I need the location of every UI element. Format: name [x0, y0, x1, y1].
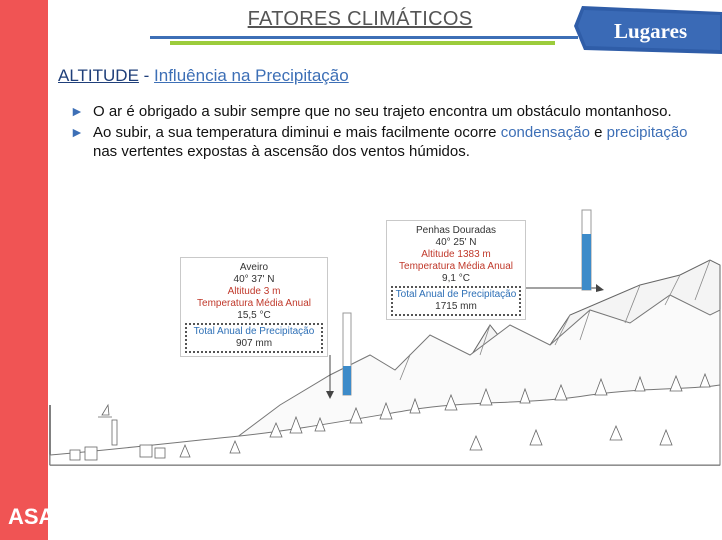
temperature-value: 9,1 °C: [442, 273, 470, 284]
temperature-label: Temperatura Média Anual: [399, 261, 513, 272]
station-altitude: Altitude 1383 m: [421, 249, 491, 260]
title-rule-green: [170, 41, 555, 45]
subtitle-subtopic: Influência na Precipitação: [154, 66, 349, 85]
precipitation-label: Total Anual de Precipitação: [193, 326, 315, 337]
bullet-text-end: nas vertentes expostas à ascensão dos ventos húmidos.: [93, 143, 470, 160]
temperature-value: 15,5 °C: [237, 310, 271, 321]
highlight-condensacao: condensação: [500, 124, 590, 141]
station-name: Penhas Douradas: [415, 225, 497, 236]
subtitle-topic: ALTITUDE: [58, 66, 139, 85]
temperature-label: Temperatura Média Anual: [197, 298, 311, 309]
title-rule-blue: [150, 36, 578, 39]
bullet-text-start: Ao subir, a sua temperatura diminui e mais facilmente ocorre: [93, 124, 501, 141]
precipitation-box: [391, 286, 521, 316]
bullet-item: [70, 102, 710, 121]
precipitation-value: 907 mm: [235, 338, 273, 349]
precipitation-box: [185, 323, 323, 353]
bullet-list: [70, 102, 710, 163]
station-latitude: 40° 25' N: [435, 237, 477, 248]
lugares-tab: [572, 4, 722, 56]
rain-gauge-aveiro: [343, 313, 351, 395]
tab-label: Lugares: [614, 19, 688, 43]
station-altitude: Altitude 3 m: [227, 286, 281, 297]
brand-logo: [6, 494, 55, 534]
landscape-drawing: [50, 205, 720, 467]
left-accent-bar: [0, 0, 48, 540]
penhas-douradas-info-card: [386, 220, 526, 320]
altitude-illustration: [50, 205, 720, 467]
triangle-bullet-icon: ►: [70, 103, 84, 119]
section-subtitle: [58, 66, 349, 86]
triangle-bullet-icon: ►: [70, 124, 84, 140]
highlight-precipitacao: precipitação: [606, 124, 688, 141]
precipitation-label: Total Anual de Precipitação: [395, 289, 517, 300]
page-title: FATORES CLIMÁTICOS: [247, 8, 473, 30]
station-latitude: 40° 37' N: [233, 274, 275, 285]
rain-gauge-penhas: [582, 210, 591, 290]
precipitation-value: 1715 mm: [435, 301, 477, 312]
station-name: Aveiro: [239, 262, 269, 273]
bullet-text: O ar é obrigado a subir sempre que no seu trajeto encontra um obstáculo montanhoso.: [93, 103, 672, 120]
aveiro-info-card: [180, 257, 328, 357]
bullet-item: [70, 123, 710, 161]
bullet-text-mid: e: [589, 124, 607, 141]
brand-text: ASA: [8, 504, 55, 529]
subtitle-separator: -: [138, 66, 155, 85]
